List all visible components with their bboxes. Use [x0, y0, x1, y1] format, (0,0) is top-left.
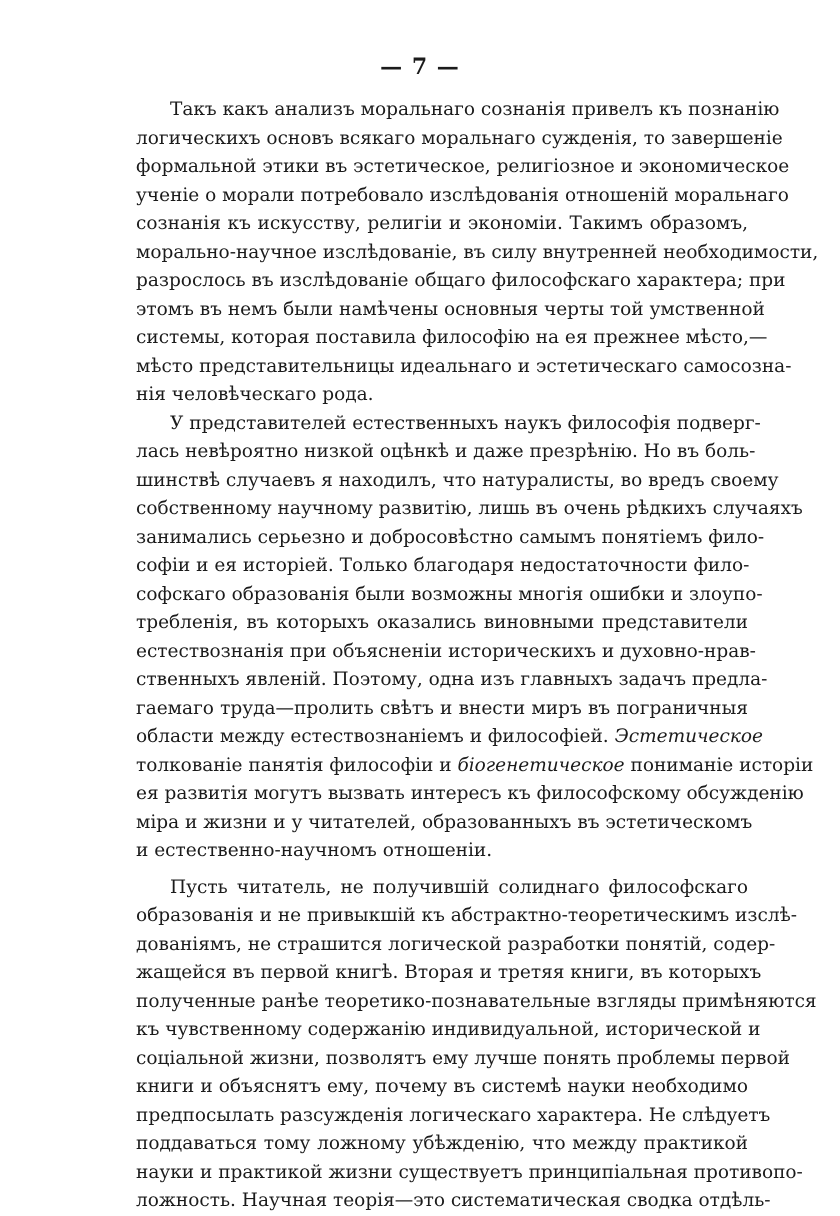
paragraph-3 [136, 874, 817, 1216]
text-line: нія человѣческаго рода. [136, 384, 374, 405]
paragraph-2 [136, 410, 814, 866]
text-line: этомъ въ немъ были намѣчены основныя черты той умственной [136, 298, 765, 320]
text-line: требленія, въ которыхъ оказались виновными представители [136, 612, 748, 633]
text-line: къ чувственному содержанію индивидуальной, исторической и [136, 1019, 761, 1040]
text-line: ложность. Научная теорія—это систематическая сводка отдѣль- [136, 1190, 771, 1211]
text-line: занимались серьезно и добросовѣстно самымъ понятіемъ фило- [136, 526, 765, 548]
text-run: области между естествознаніемъ и философіей. [136, 726, 609, 747]
text-line: жащейся въ первой книгѣ. Вторая и третяя книги, въ которыхъ [136, 962, 762, 983]
text-line: сознанія къ искусству, религіи и экономіи. Такимъ образомъ, [136, 213, 748, 234]
text-line: Такъ какъ анализъ моральнаго сознанія привелъ къ познанію [170, 99, 780, 120]
text-line: морально-научное изслѣдованіе, въ силу внутренней необходимости, [136, 241, 819, 263]
text-line: соціальной жизни, позволятъ ему лучше понять проблемы первой [136, 1047, 790, 1069]
text-line: шинствѣ случаевъ я находилъ, что натуралисты, во вредъ своему [136, 469, 779, 491]
text-line: ученіе о морали потребовало изслѣдованія отношеній моральнаго [136, 184, 789, 206]
text-line: поддаваться тому ложному убѣжденію, что между практикой [136, 1133, 748, 1154]
italic-term: Эстетическое [614, 726, 763, 747]
text-run: пониманіе исторіи [624, 754, 814, 776]
page-number: — 7 — [380, 54, 460, 80]
text-line: лась невѣроятно низкой оцѣнкѣ и даже презрѣнію. Но въ боль- [136, 441, 756, 462]
text-line: полученные ранѣе теоретико-познавательные взгляды примѣняются [136, 990, 817, 1012]
text-line: міра и жизни и у читателей, образованныхъ въ эстетическомъ [136, 811, 753, 833]
text-line [136, 723, 763, 752]
text-line: разрослось въ изслѣдованіе общаго философскаго характера; при [136, 270, 786, 291]
text-line: софскаго образованія были возможны многія ошибки и злоупо- [136, 583, 763, 605]
text-line [136, 752, 814, 781]
text-line: софіи и ея исторіей. Только благодаря недостаточности фило- [136, 555, 750, 576]
text-line: дованіямъ, не страшится логической разработки понятій, содер- [136, 933, 776, 955]
text-line: книги и объяснятъ ему, почему въ системѣ науки необходимо [136, 1076, 748, 1097]
text-line: собственному научному развитію, лишь въ очень рѣдкихъ случаяхъ [136, 498, 803, 519]
text-run: толкованіе панятія философіи и [136, 754, 458, 776]
text-line: У представителей естественныхъ наукъ философія подверг- [170, 412, 761, 434]
text-line: формальной этики въ эстетическое, религіозное и экономическое [136, 156, 790, 177]
text-line: ея развитія могутъ вызвать интересъ къ философскому обсужденію [136, 783, 804, 804]
italic-term: біогенетическое [457, 754, 625, 776]
text-line: науки и практикой жизни существуетъ принципіальная противопо- [136, 1161, 803, 1183]
text-line: ственныхъ явленій. Поэтому, одна изъ главныхъ задачъ предла- [136, 669, 768, 690]
text-line: предпосылать разсужденія логическаго характера. Не слѣдуетъ [136, 1104, 771, 1126]
text-line: системы, которая поставила философію на ея прежнее мѣсто,— [136, 327, 768, 348]
text-line: Пусть читатель, не получившій солиднаго философскаго [170, 876, 748, 898]
text-line: образованія и не привыкшій къ абстрактно-теоретическимъ изслѣ- [136, 905, 797, 926]
text-line: мѣсто представительницы идеальнаго и эстетическаго самосозна- [136, 355, 792, 377]
text-line: гаемаго труда—пролить свѣтъ и внести миръ въ пограничныя [136, 697, 748, 719]
text-line: и естественно-научномъ отношеніи. [136, 840, 493, 861]
body-text [136, 96, 819, 1216]
text-line: естествознанія при объясненіи историческихъ и духовно-нрав- [136, 640, 756, 662]
text-line: логическихъ основъ всякаго моральнаго сужденія, то завершеніе [136, 127, 783, 149]
paragraph-1 [136, 96, 819, 410]
